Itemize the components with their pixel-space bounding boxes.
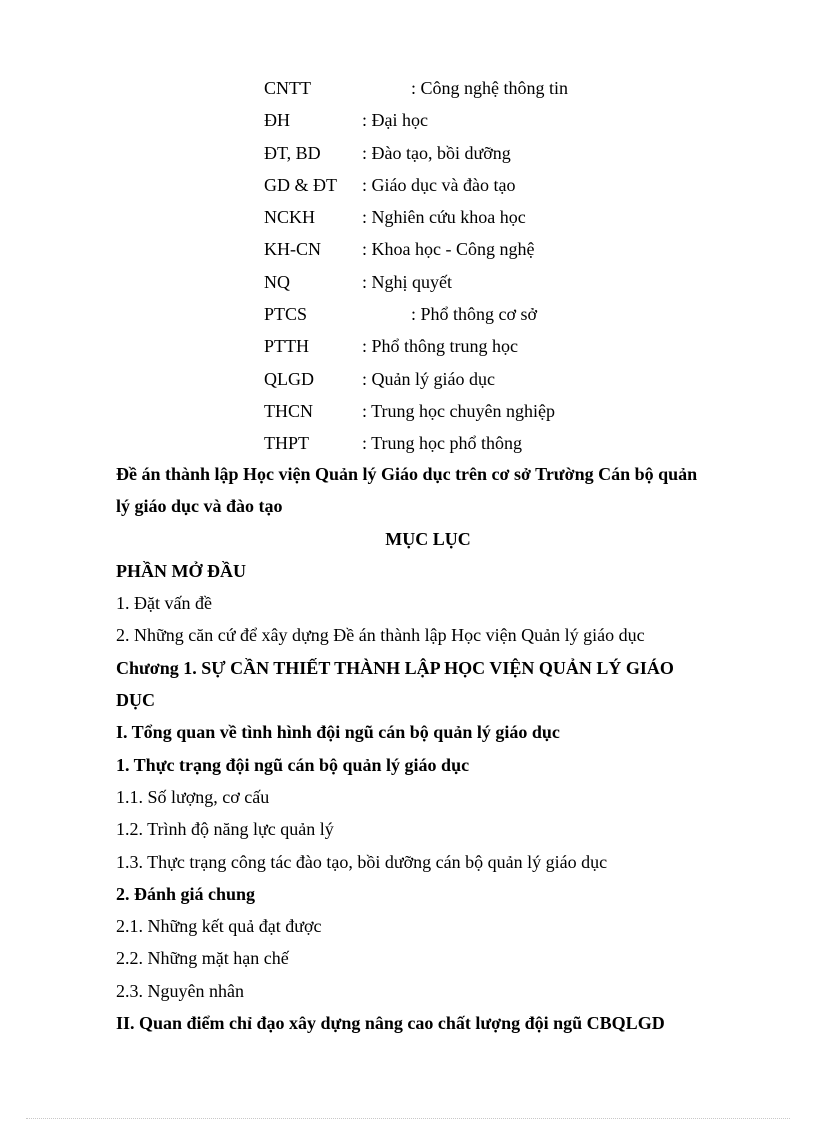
toc-item: 1.1. Số lượng, cơ cấu (116, 786, 270, 807)
abbreviation-definition: : Công nghệ thông tin (411, 78, 568, 98)
abbreviation-code: CNTT (264, 78, 311, 98)
abbreviation-code: ĐT, BD (264, 142, 321, 163)
abbreviation-definition: : Đào tạo, bồi dưỡng (362, 142, 511, 163)
abbreviation-definition: : Trung học chuyên nghiệp (362, 400, 555, 421)
abbreviation-code: PTCS (264, 304, 308, 325)
abbreviation-definition: : Khoa học - Công nghệ (362, 239, 535, 260)
abbreviation-definition: : Nghiên cứu khoa học (362, 207, 526, 228)
abbreviation-code: GD & ĐT (264, 174, 337, 195)
document-title-line-1: Đề án thành lập Học viện Quản lý Giáo dục trên cơ sở Trường Cán bộ quản (116, 464, 698, 484)
page-bottom-divider (26, 1118, 790, 1119)
abbreviation-code: QLGD (264, 368, 314, 389)
toc-section-heading: II. Quan điểm chỉ đạo xây dựng nâng cao chất lượng đội ngũ CBQLGD (116, 1013, 665, 1034)
abbreviation-code: NQ (264, 271, 290, 292)
abbreviation-definition: : Trung học phổ thông (362, 433, 523, 454)
abbreviation-code: THCN (264, 400, 313, 421)
abbreviation-code: KH-CN (264, 239, 321, 260)
abbreviation-code: THPT (264, 433, 309, 454)
toc-item: 2. Những căn cứ để xây dựng Đề án thành lập Học viện Quản lý giáo dục (116, 625, 645, 646)
toc-item: 2.3. Nguyên nhân (116, 980, 244, 1001)
toc-item: 1.2. Trình độ năng lực quản lý (116, 819, 334, 840)
toc-subsection-heading: 1. Thực trạng đội ngũ cán bộ quản lý giáo dục (116, 754, 470, 775)
abbreviation-definition: : Đại học (362, 110, 428, 131)
abbreviation-definition: : Phổ thông trung học (362, 336, 518, 357)
toc-chapter-heading: Chương 1. SỰ CẦN THIẾT THÀNH LẬP HỌC VIỆN QUẢN LÝ GIÁO (116, 657, 674, 678)
toc-item: 2.1. Những kết quả đạt được (116, 916, 322, 937)
toc-item: 1. Đặt vấn đề (116, 593, 212, 614)
toc-section-heading: I. Tổng quan về tình hình đội ngũ cán bộ quản lý giáo dục (116, 722, 560, 743)
toc-item: 2.2. Những mặt hạn chế (116, 948, 289, 969)
toc-subsection-heading: 2. Đánh giá chung (116, 883, 256, 904)
document-title-line-2: lý giáo dục và đào tạo (116, 496, 283, 517)
abbreviation-code: ĐH (264, 110, 290, 131)
abbreviation-definition: : Phổ thông cơ sở (411, 304, 538, 325)
toc-item: 1.3. Thực trạng công tác đào tạo, bồi dưỡng cán bộ quản lý giáo dục (116, 851, 608, 872)
toc-part-intro: PHẦN MỞ ĐẦU (116, 560, 246, 581)
abbreviation-code: NCKH (264, 207, 316, 228)
abbreviation-definition: : Nghị quyết (362, 271, 452, 292)
toc-chapter-heading-cont: DỤC (116, 690, 155, 711)
abbreviation-definition: : Quản lý giáo dục (362, 368, 495, 389)
abbreviation-code: PTTH (264, 336, 309, 357)
toc-heading: MỤC LỤC (385, 528, 471, 549)
abbreviation-definition: : Giáo dục và đào tạo (362, 174, 516, 195)
table-of-contents (116, 458, 746, 1039)
